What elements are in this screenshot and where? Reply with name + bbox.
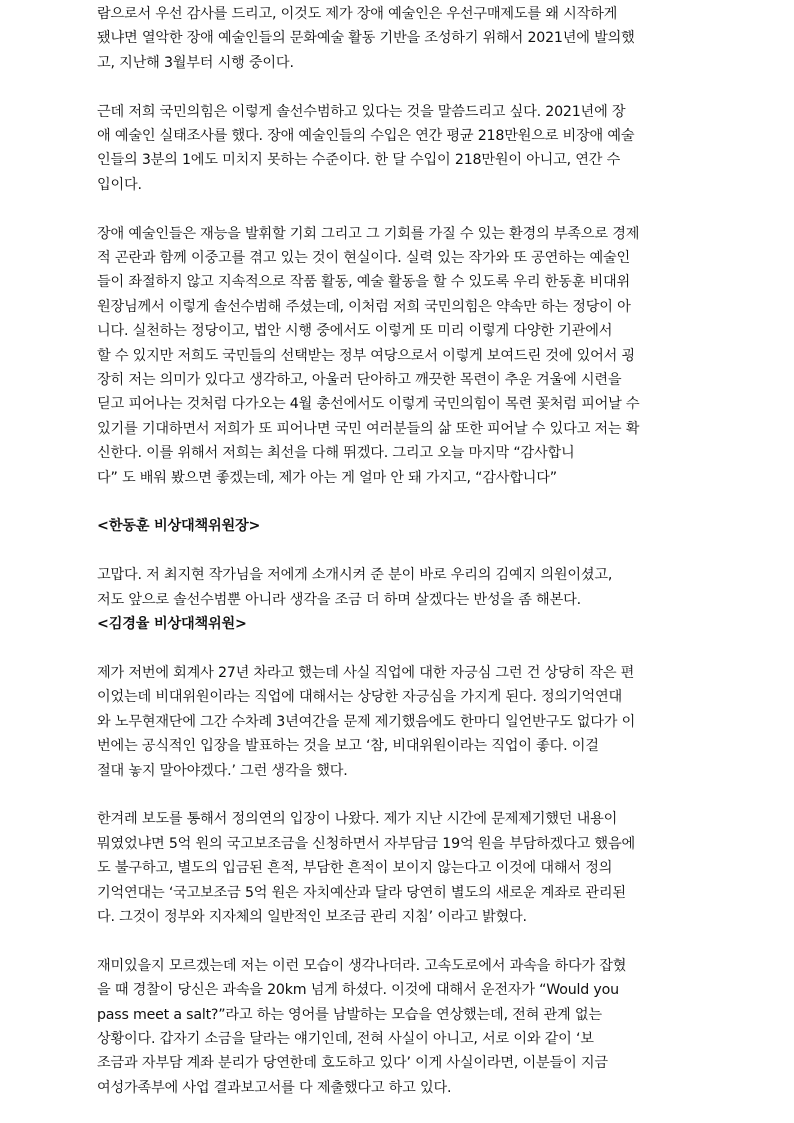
text-line: 절대 놓지 말아야겠다.’ 그런 생각을 했다. xyxy=(97,762,348,779)
paragraph-spacer xyxy=(97,539,697,563)
text-line: 원장님께서 이렇게 솔선수범해 주셨는데, 이처럼 저희 국민의힘은 약속만 하는 정당이 아 xyxy=(97,298,631,315)
text-line: 할 수 있지만 저희도 국민들의 선택받는 정부 여당으로서 이렇게 보여드린 것에 있어서 굉 xyxy=(97,347,635,364)
text-line: 기억연대는 ‘국고보조금 5억 원은 자치예산과 달라 당연히 별도의 새로운 계좌로 관리된 xyxy=(97,884,626,901)
text-line: 번에는 공식적인 입장을 발표하는 것을 보고 ‘참, 비대위원이라는 직업이 좋다. 이걸 xyxy=(97,738,599,755)
paragraph xyxy=(97,2,697,75)
paragraph-spacer xyxy=(97,75,697,99)
text-line: 근데 저희 국민의힘은 이렇게 솔선수범하고 있다는 것을 말씀드리고 싶다. 2021년에 장 xyxy=(97,103,626,120)
text-line: 적 곤란과 함께 이중고를 겪고 있는 것이 현실이다. 실력 있는 작가와 또 공연하는 예술인 xyxy=(97,250,631,267)
text-line: 제가 저번에 회계사 27년 차라고 했는데 사실 직업에 대한 자긍심 그런 건 상당히 작은 편 xyxy=(97,664,635,681)
paragraph xyxy=(97,807,697,929)
text-line: 재미있을지 모르겠는데 저는 이런 모습이 생각나더라. 고속도로에서 과속을 하다가 잡혔 xyxy=(97,957,627,974)
text-line: 이었는데 비대위원이라는 직업에 대해서는 상당한 자긍심을 가지게 된다. 정의기억연대 xyxy=(97,689,622,706)
paragraph-spacer xyxy=(97,783,697,807)
text-line: 인들의 3분의 1에도 미치지 못하는 수준이다. 한 달 수입이 218만원이 아니고, 연간 수 xyxy=(97,152,621,169)
text-line: 애 예술인 실태조사를 했다. 장애 예술인들의 수입은 연간 평균 218만원으로 비장애 예술 xyxy=(97,128,635,145)
speaker-heading: <김경율 비상대책위원> xyxy=(97,616,247,633)
text-line: pass meet a salt?”라고 하는 영어를 남발하는 모습을 연상했는데, 전혀 관계 없는 xyxy=(97,1006,602,1023)
text-line: 상황이다. 갑자기 소금을 달라는 얘기인데, 전혀 사실이 아니고, 서로 이와 같이 ‘보 xyxy=(97,1030,594,1047)
text-line: 조금과 자부담 계좌 분리가 당연한데 호도하고 있다’ 이게 사실이라면, 이분들이 지금 xyxy=(97,1055,608,1072)
text-line: 한겨레 보도를 통해서 정의연의 입장이 나왔다. 제가 지난 시간에 문제제기했던 내용이 xyxy=(97,811,618,828)
text-line: 됐냐면 열악한 장애 예술인들의 문화예술 활동 기반을 조성하기 위해서 2021년에 발의했 xyxy=(97,30,635,47)
text-line: 장히 저는 의미가 있다고 생각하고, 아울러 단아하고 깨끗한 목련이 추운 겨울에 시련을 xyxy=(97,372,622,389)
text-line: 딛고 피어나는 것처럼 다가오는 4월 총선에서도 이렇게 국민의힘이 목련 꽃처럼 피어날 수 xyxy=(97,396,640,413)
speaker-heading: <한동훈 비상대책위원장> xyxy=(97,518,261,535)
text-line: 와 노무현재단에 그간 수차례 3년여간을 문제 제기했음에도 한마디 일언반구도 없다가 이 xyxy=(97,713,636,730)
text-line: 다” 도 배워 봤으면 좋겠는데, 제가 아는 게 얼마 안 돼 가지고, “감사합니다” xyxy=(97,469,557,486)
text-line: 여성가족부에 사업 결과보고서를 다 제출했다고 하고 있다. xyxy=(97,1079,452,1096)
text-line: 니다. 실천하는 정당이고, 법안 시행 중에서도 이렇게 또 미리 이렇게 다양한 기관에서 xyxy=(97,323,613,340)
text-line: 람으로서 우선 감사를 드리고, 이것도 제가 장애 예술인은 우선구매제도를 왜 시작하게 xyxy=(97,6,618,22)
text-line: 입이다. xyxy=(97,176,142,193)
text-line: 있기를 기대하면서 저희가 또 피어나면 국민 여러분들의 삶 또한 피어날 수 있다고 저는 확 xyxy=(97,420,640,437)
text-line: 신한다. 이를 위해서 저희는 최선을 다해 뛰겠다. 그리고 오늘 마지막 “감사합니 xyxy=(97,445,575,462)
text-line: 저도 앞으로 솔선수범뿐 아니라 생각을 조금 더 하며 살겠다는 반성을 좀 해본다. xyxy=(97,591,581,608)
paragraph-spacer xyxy=(97,197,697,221)
text-line: 들이 좌절하지 않고 지속적으로 작품 활동, 예술 활동을 할 수 있도록 우리 한동훈 비대위 xyxy=(97,274,631,291)
paragraph xyxy=(97,222,697,490)
paragraph xyxy=(97,100,697,198)
paragraph xyxy=(97,563,697,612)
document-page xyxy=(97,2,697,1100)
text-line: 장애 예술인들은 재능을 발휘할 기회 그리고 그 기회를 가질 수 있는 환경의 부족으로 경제 xyxy=(97,225,640,242)
paragraph xyxy=(97,954,697,1100)
paragraph-spacer xyxy=(97,929,697,953)
text-line: 을 때 경찰이 당신은 과속을 20km 넘게 하셨다. 이것에 대해서 운전자가 “Would you xyxy=(97,982,619,999)
text-line: 도 불구하고, 별도의 입금된 흔적, 부담한 흔적이 보이지 않는다고 이것에 대해서 정의 xyxy=(97,860,613,877)
text-line: 고맙다. 저 최지현 작가님을 저에게 소개시켜 준 분이 바로 우리의 김예지 의원이셨고, xyxy=(97,567,613,584)
text-line: 뭐였었냐면 5억 원의 국고보조금을 신청하면서 자부담금 19억 원을 부담하겠다고 했음에 xyxy=(97,835,635,852)
paragraph xyxy=(97,661,697,783)
text-line: 다. 그것이 정부와 지자체의 일반적인 보조금 관리 지침’ 이라고 밝혔다. xyxy=(97,908,527,925)
paragraph-spacer xyxy=(97,637,697,661)
paragraph-spacer xyxy=(97,490,697,514)
text-line: 고, 지난해 3월부터 시행 중이다. xyxy=(97,54,294,71)
